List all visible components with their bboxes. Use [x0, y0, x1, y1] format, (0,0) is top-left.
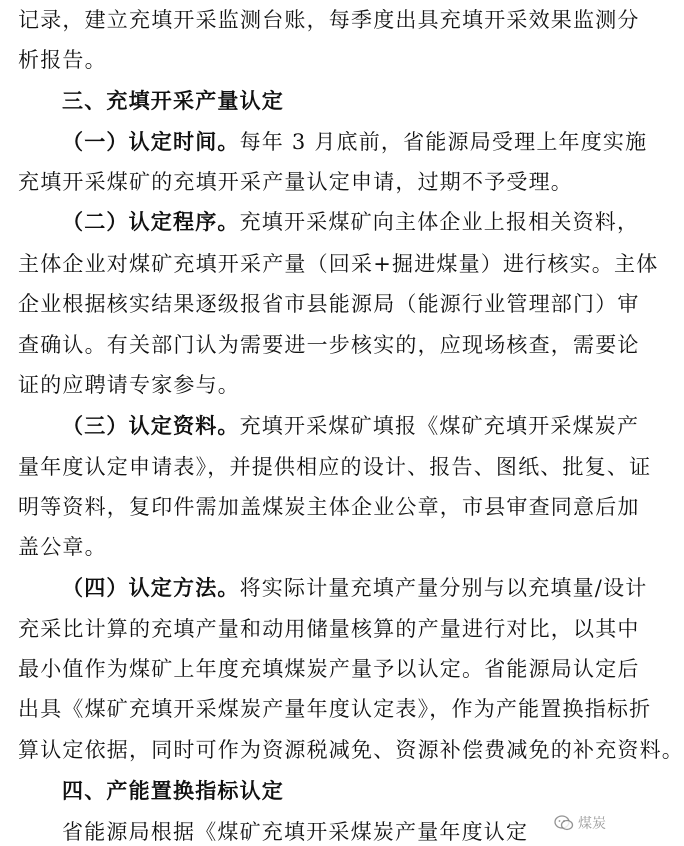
paragraph-line: 明等资料，复印件需加盖煤炭主体企业公章，市县审查同意后加	[18, 495, 640, 519]
paragraph-text: 每年 3 月底前，省能源局受理上年度实施	[239, 130, 648, 154]
section-heading: 四、产能置换指标认定	[62, 779, 284, 803]
paragraph-line: 主体企业对煤矿充填开采产量（回采+掘进煤量）进行核实。主体	[18, 252, 659, 276]
paragraph-text: 充填开采煤矿填报《煤矿充填开采煤炭产	[239, 414, 640, 438]
paragraph-line	[62, 412, 640, 440]
paragraph-line: 最小值作为煤矿上年度充填煤炭产量予以认定。省能源局认定后	[18, 657, 640, 681]
paragraph-line: 算认定依据，同时可作为资源税减免、资源补偿费减免的补充资料。	[18, 738, 684, 762]
subsection-title: （二）认定程序。	[62, 209, 240, 234]
subsection-title: （四）认定方法。	[62, 575, 240, 600]
paragraph-line: 充填开采煤矿的充填开采产量认定申请，过期不予受理。	[18, 170, 573, 194]
paragraph-line: 量年度认定申请表》，并提供相应的设计、报告、图纸、批复、证	[18, 455, 652, 479]
subsection-title: （三）认定资料。	[62, 413, 240, 438]
paragraph-line	[62, 208, 640, 236]
paragraph-line: 出具《煤矿充填开采煤炭产量年度认定表》，作为产能置换指标折	[18, 697, 652, 721]
watermark	[554, 813, 606, 833]
paragraph-text: 充填开采煤矿向主体企业上报相关资料，	[239, 210, 640, 234]
paragraph-line: 查确认。有关部门认为需要进一步核实的，应现场核查，需要论	[18, 333, 640, 357]
paragraph-line: 析报告。	[18, 48, 107, 72]
subsection-title: （一）认定时间。	[62, 129, 240, 154]
paragraph-line: 省能源局根据《煤矿充填开采煤炭产量年度认定	[62, 820, 529, 844]
paragraph-text: 将实际计量充填产量分别与以充填量/设计	[239, 576, 648, 600]
paragraph-line: 盖公章。	[18, 535, 107, 559]
wechat-icon	[554, 815, 574, 831]
paragraph-line	[62, 574, 648, 602]
watermark-text: 煤炭	[578, 816, 606, 832]
paragraph-line: 记录，建立充填开采监测台账，每季度出具充填开采效果监测分	[18, 8, 640, 32]
paragraph-line: 证的应聘请专家参与。	[18, 373, 240, 397]
paragraph-line: 充采比计算的充填产量和动用储量核算的产量进行对比，以其中	[18, 617, 640, 641]
paragraph-line: 企业根据核实结果逐级报省市县能源局（能源行业管理部门）审	[18, 292, 640, 316]
section-heading: 三、充填开采产量认定	[62, 89, 284, 113]
paragraph-line	[62, 128, 648, 156]
